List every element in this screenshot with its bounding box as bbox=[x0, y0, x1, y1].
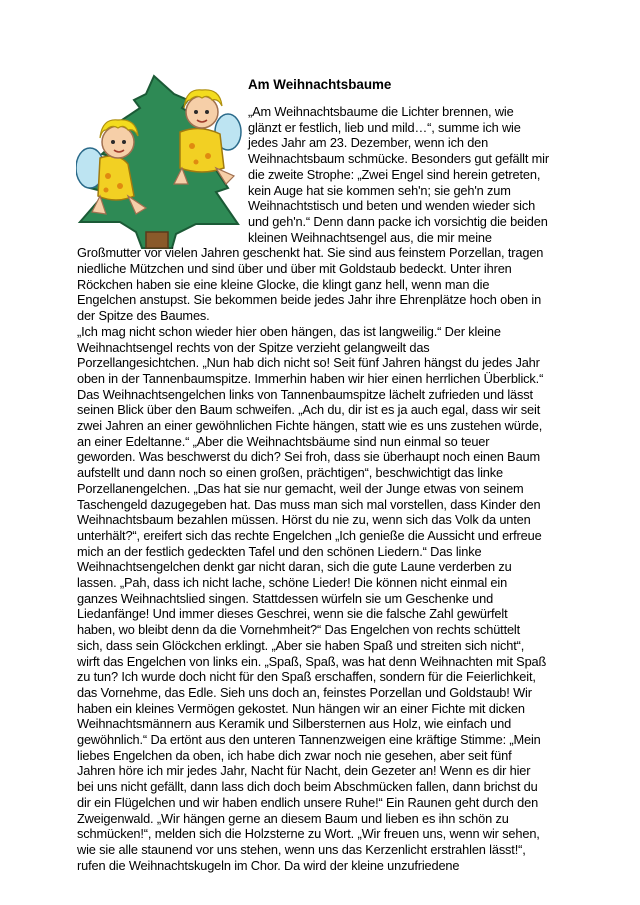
text-line: Liedanfänge! Und immer dieses Geschrei, wenn sie die falsche Zahl gewürfelt bbox=[77, 606, 508, 622]
text-line: zu tun? Ich wurde doch nicht für den Spaß erschaffen, sondern für die Feierlichkeit, bbox=[77, 669, 536, 685]
text-line: bei uns nicht gefällt, dann lass dich doch beim Abschmücken fallen, dann brichst du bbox=[77, 779, 538, 795]
text-line: gewöhnlich.“ Da ertönt aus den unteren Tannenzweigen eine kräftige Stimme: „Mein bbox=[77, 732, 541, 747]
text-line: „Ich mag nicht schon wieder hier oben hängen, das ist langweilig.“ Der kleine bbox=[77, 323, 501, 339]
text-line: der Spitze des Baumes. bbox=[77, 308, 210, 324]
text-line: haben, wo bleibt denn da die Vornehmheit?“ Das Engelchen von rechts schüttelt bbox=[77, 622, 521, 638]
text-line: Engelchen anstupst. Sie bekommen beide jedes Jahr ihre Ehrenplätze hoch oben in bbox=[77, 292, 542, 308]
text-line: „Am Weihnachtsbaume die Lichter brennen, wie bbox=[248, 104, 514, 119]
text-line: lassen. „Pah, dass ich nicht lache, schöne Lieder! Die können nicht einmal ein bbox=[77, 575, 508, 590]
text-line: niedliche Mützchen und sind über und über mit Goldstaub bedeckt. Unter ihren bbox=[77, 261, 512, 276]
christmas-tree-angels-icon bbox=[76, 72, 242, 250]
text-line: haben ein kleines Vermögen gekostet. Nun hängen wir an einer Fichte mit dicken bbox=[77, 700, 525, 716]
text-line: Weihnachtsmännern aus Keramik und Silbersternen aus Holz, wie einfach und bbox=[77, 716, 512, 732]
text-line: und geh'n.“ Denn dann packe ich vorsichtig die beiden bbox=[248, 213, 548, 229]
text-line: jedes Jahr am 23. Dezember, wenn ich den bbox=[248, 135, 489, 151]
text-line: aufstellt und dann noch so einen großen, prächtigen“, beschwichtigt das linke bbox=[77, 465, 503, 481]
text-line: rufen die Weihnachtskugeln im Chor. Da wird der kleine unzufriedene bbox=[77, 857, 460, 873]
text-line: Weihnachtsengelchen denkt gar nicht daran, sich die gute Laune verderben zu bbox=[77, 559, 512, 575]
text-line: schmücken!“, melden sich die Holzsterne zu Wort. „Wir freuen uns, wenn wir sehen, bbox=[77, 826, 540, 842]
text-line: Weihnachtsbaum bezahlen müssen. Hörst du nie zu, wenn sich das Volk da unten bbox=[77, 512, 531, 528]
text-line: ganzes Weihnachtslied singen. Stattdessen würfeln sie um Geschenke und bbox=[77, 590, 494, 606]
text-line: zwei Jahren an einer gewöhnlichen Fichte hängen, statt wie es uns zustehen würde, bbox=[77, 418, 543, 433]
text-line: an einer Edeltanne.“ „Aber die Weihnachtsbäume sind nun einmal so teuer bbox=[77, 433, 490, 449]
text-line: kleinen Weihnachtsengel aus, die mir meine bbox=[248, 229, 492, 245]
text-line: Weihnachtstisch und beten und wenden wieder sich bbox=[248, 198, 536, 214]
text-line: Zweigenwald. „Wir hängen gerne an diesem Baum und lieben es ihn schön zu bbox=[77, 810, 509, 826]
text-line: Porzellangesichtchen. „Nun hab dich nicht so! Seit fünf Jahren hängst du jedes Jahr bbox=[77, 355, 540, 371]
text-line: Jahren höre ich mir jedes Jahr, Nacht für Nacht, dein Gezeter an! Wenn es dir hier bbox=[77, 763, 531, 779]
text-line: oben in der Tannenbaumspitze. Immerhin haben wir hier einen herrlichen Überblick.“ bbox=[77, 370, 544, 386]
text-line: mich an der festlich gedeckten Tafel und den schönen Liedern.“ Das linke bbox=[77, 543, 482, 559]
text-line: Großmutter vor vielen Jahren geschenkt hat. Sie sind aus feinstem Porzellan, tragen bbox=[77, 245, 544, 261]
text-line: kein Auge hat sie kommen seh'n; sie geh'n zum bbox=[248, 182, 511, 198]
text-line: Weihnachtsbaum schmücke. Besonders gut gefällt mir bbox=[248, 151, 549, 167]
text-line: geworden. Was beschwerst du dich? Sei froh, dass sie überhaupt noch einen Baum bbox=[77, 449, 541, 465]
text-line: Das Weihnachtsengelchen links von Tannenbaumspitze lächelt zufrieden und lässt bbox=[77, 386, 533, 402]
text-line: die zweite Strophe: „Zwei Engel sind herein getreten, bbox=[248, 166, 541, 182]
right-angel-icon bbox=[174, 90, 241, 184]
text-line: seinen Blick über den Baum schweifen. „Ach du, dir ist es ja auch egal, dass wir seit bbox=[77, 402, 541, 418]
text-line: wirft das Engelchen von links ein. „Spaß, Spaß, was hat denn Weihnachten mit Spaß bbox=[77, 653, 547, 669]
text-line: Porzellanengelchen. „Das hat sie nur gemacht, weil der Junge etwas von seinem bbox=[77, 480, 524, 496]
text-line: Weihnachtsengel rechts von der Spitze verzieht gelangweilt das bbox=[77, 339, 430, 355]
text-line: dir ein Flügelchen und wir haben endlich unsere Ruhe!“ Ein Raunen geht durch den bbox=[77, 794, 539, 810]
text-line: unterhält?“, ereifert sich das rechte Engelchen „Ich genieße die Aussicht und erfreue bbox=[77, 527, 542, 543]
text-line: sich, dass sein Glöckchen erklingt. „Aber sie haben Spaß und streiten sich nicht“, bbox=[77, 637, 525, 653]
text-line: Taschengeld dazugegeben hat. Das muss man sich mal vorstellen, dass Kinder den bbox=[77, 496, 541, 512]
document-title: Am Weihnachtsbaume bbox=[248, 77, 392, 92]
text-line: glänzt er festlich, lieb und mild…“, summe ich wie bbox=[248, 119, 521, 135]
text-line: wie sie alle staunend vor uns stehen, wenn uns das Kerzenlicht erstrahlen lässt!“, bbox=[77, 841, 526, 857]
text-line: Röckchen haben sie eine kleine Glocke, die klingt ganz hell, wenn man die bbox=[77, 276, 490, 292]
text-line: das Vornehme, das Edle. Sieh uns doch an, feinstes Porzellan und Goldstaub! Wir bbox=[77, 684, 532, 700]
text-line: liebes Engelchen da oben, ich habe dich zwar noch nie gesehen, aber seit fünf bbox=[77, 747, 512, 763]
